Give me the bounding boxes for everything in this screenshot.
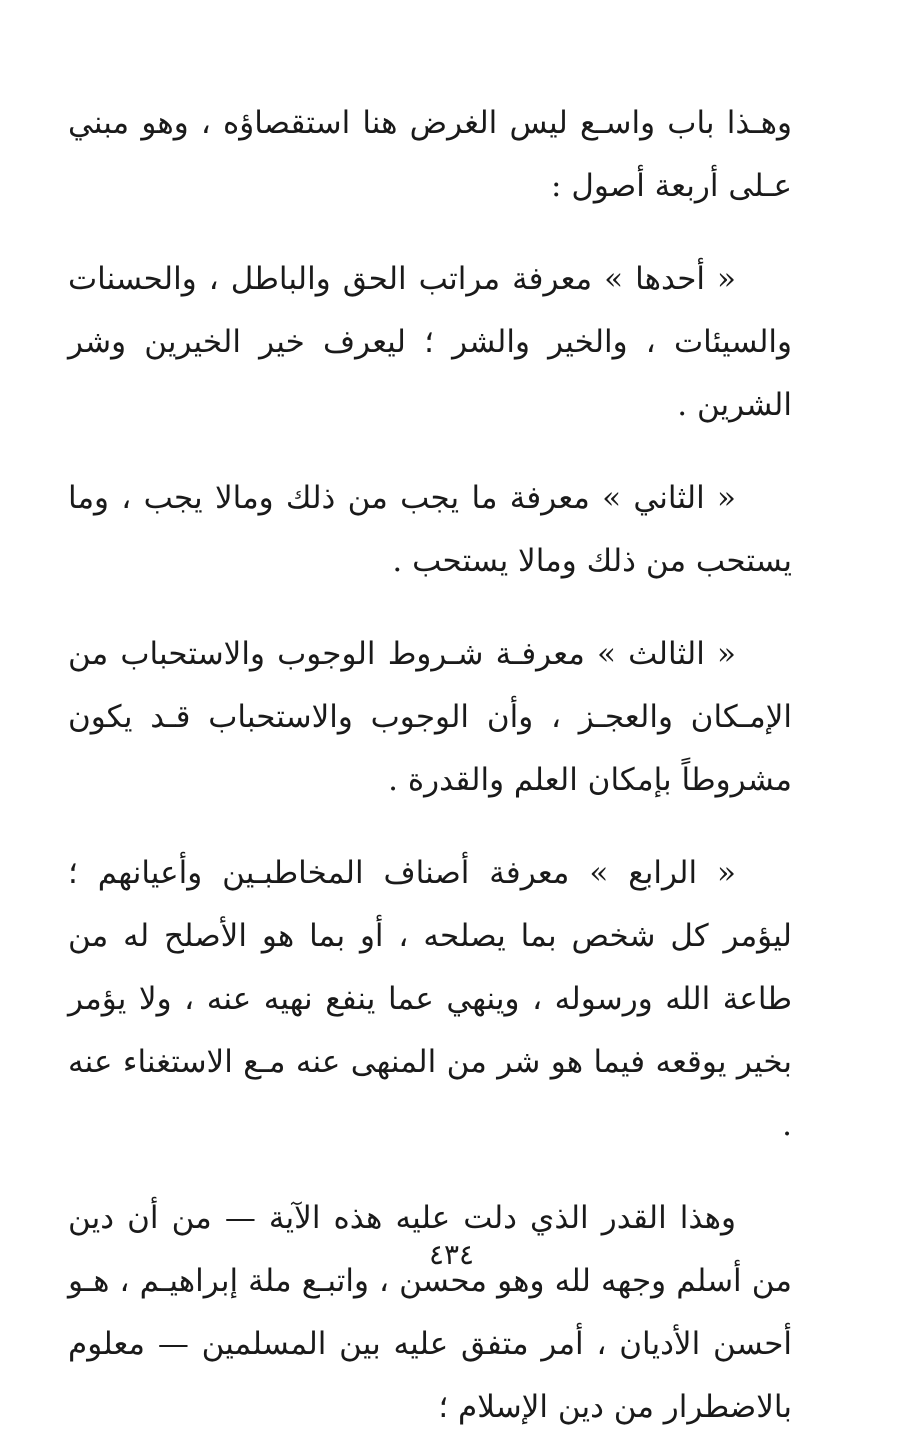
- paragraph-fourth-principle: « الرابع » معرفة أصناف المخاطبـين وأعيانهم ؛ ليؤمر كل شخص بما يصلحه ، أو بما هو الأصلح له من طاعة الله ورسوله ، وينهي عما ينفع نهيه عنه ، ولا يؤمر بخير يوقعه فيما هو شر من المنهى عنه مـع الاستغناء عنه .: [68, 855, 792, 1143]
- paragraph-third-principle: « الثالث » معرفـة شـروط الوجوب والاستحباب من الإمـكان والعجـز ، وأن الوجوب والاستحباب قـد يكون مشروطاً بإمكان العلم والقدرة .: [68, 636, 792, 798]
- paragraph-intro: وهـذا باب واسـع ليس الغرض هنا استقصاؤه ، وهو مبني عـلى أربعة أصول :: [68, 105, 792, 204]
- paragraph-first-principle: « أحدها » معرفة مراتب الحق والباطل ، والحسنات والسيئات ، والخير والشر ؛ ليعرف خير الخيرين وشر الشرين .: [68, 261, 792, 423]
- page-number: ٤٣٤: [428, 1238, 475, 1271]
- paragraph-conclusion: وهذا القدر الذي دلت عليه هذه الآية — من أن دين من أسلم وجهه لله وهو محسن ، واتبـع ملة إبراهيـم ، هـو أحسن الأديان ، أمر متفق عليه بين المسلمين — معلوم بالاضطرار من دين الإسلام ؛: [68, 1200, 792, 1425]
- paragraph-second-principle: « الثاني » معرفة ما يجب من ذلك ومالا يجب ، وما يستحب من ذلك ومالا يستحب .: [68, 480, 792, 579]
- page-body: [68, 92, 792, 1439]
